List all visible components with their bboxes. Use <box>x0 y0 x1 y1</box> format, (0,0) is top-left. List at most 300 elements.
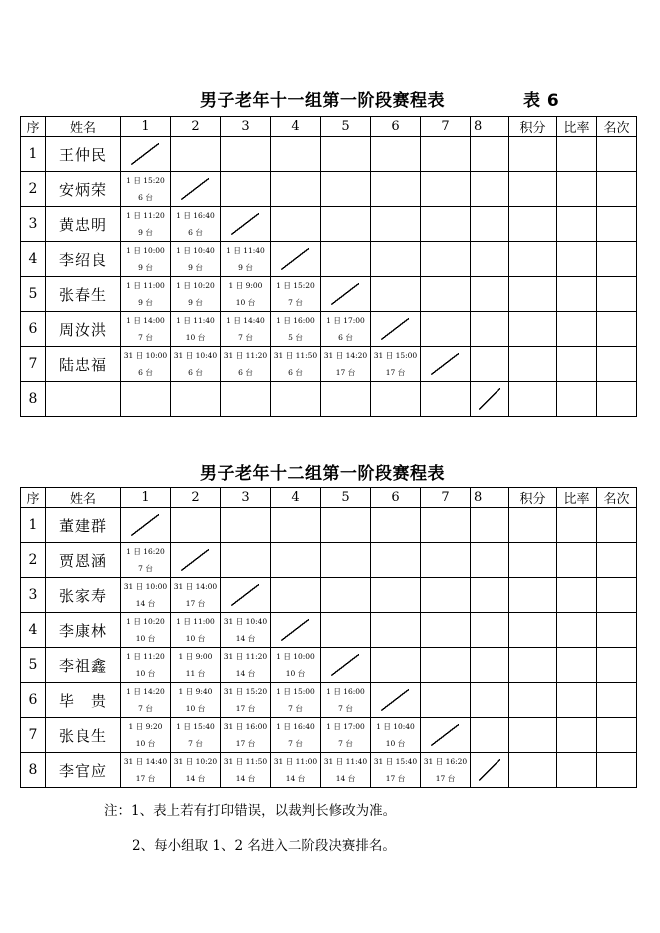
match-time: 1 日 14:40 <box>226 316 265 325</box>
ratio-cell <box>557 312 597 347</box>
seed-number: 4 <box>21 613 46 648</box>
rank-cell <box>597 613 637 648</box>
empty-cell <box>271 207 321 242</box>
rank-cell <box>597 312 637 347</box>
match-time: 1 日 9:20 <box>128 722 163 731</box>
seed-number: 6 <box>21 683 46 718</box>
table-row <box>21 347 637 382</box>
match-table: 10 台 <box>185 634 206 643</box>
header-cell: 8 <box>471 117 509 137</box>
table-row <box>21 277 637 312</box>
empty-cell <box>171 137 221 172</box>
player-name: 贾恩涵 <box>46 543 121 578</box>
match-table: 10 台 <box>135 739 156 748</box>
match-time: 1 日 11:20 <box>126 211 165 220</box>
player-name: 董建群 <box>46 508 121 543</box>
header-cell: 1 <box>121 117 171 137</box>
match-table: 9 台 <box>138 263 153 272</box>
table-row <box>21 753 637 788</box>
rank-cell <box>597 753 637 788</box>
match-table: 17 台 <box>235 704 256 713</box>
match-slot <box>321 753 371 788</box>
rank-cell <box>597 382 637 417</box>
score-cell <box>509 242 557 277</box>
match-time: 1 日 17:00 <box>326 722 365 731</box>
self-match-diagonal <box>171 543 221 578</box>
match-time: 1 日 10:40 <box>376 722 415 731</box>
match-time: 1 日 14:20 <box>126 687 165 696</box>
match-time: 31 日 14:00 <box>173 582 218 591</box>
match-time: 1 日 11:40 <box>176 316 215 325</box>
seed-number: 7 <box>21 718 46 753</box>
match-slot <box>121 753 171 788</box>
score-cell <box>509 277 557 312</box>
match-slot <box>171 578 221 613</box>
ratio-cell <box>557 207 597 242</box>
match-slot <box>321 683 371 718</box>
empty-cell <box>271 508 321 543</box>
self-match-diagonal <box>121 137 171 172</box>
table-row <box>21 172 637 207</box>
match-time: 31 日 11:20 <box>223 351 268 360</box>
empty-cell <box>471 312 509 347</box>
match-time: 1 日 14:00 <box>126 316 165 325</box>
self-match-diagonal <box>371 312 421 347</box>
match-table: 17 台 <box>435 774 456 783</box>
match-slot <box>121 578 171 613</box>
match-slot <box>121 312 171 347</box>
self-match-diagonal <box>471 382 509 417</box>
ratio-cell <box>557 578 597 613</box>
player-name: 安炳荣 <box>46 172 121 207</box>
empty-cell <box>271 382 321 417</box>
self-match-diagonal <box>271 242 321 277</box>
seed-number: 1 <box>21 508 46 543</box>
match-table: 17 台 <box>135 774 156 783</box>
note-advancement: 2、每小组取 1、2 名进入二阶段决赛排名。 <box>132 838 396 854</box>
table-row <box>21 242 637 277</box>
empty-cell <box>421 172 471 207</box>
empty-cell <box>321 543 371 578</box>
player-name: 李官应 <box>46 753 121 788</box>
match-time: 31 日 11:40 <box>323 757 368 766</box>
match-table: 6 台 <box>188 228 203 237</box>
player-name: 李康林 <box>46 613 121 648</box>
player-name <box>46 382 121 417</box>
match-time: 1 日 10:00 <box>126 246 165 255</box>
empty-cell <box>471 277 509 312</box>
seed-number: 8 <box>21 382 46 417</box>
match-time: 31 日 14:20 <box>323 351 368 360</box>
rank-cell <box>597 347 637 382</box>
match-slot <box>271 683 321 718</box>
match-table: 6 台 <box>138 368 153 377</box>
match-table: 17 台 <box>385 774 406 783</box>
match-time: 31 日 10:40 <box>223 617 268 626</box>
match-time: 1 日 10:20 <box>176 281 215 290</box>
empty-cell <box>471 347 509 382</box>
ratio-cell <box>557 718 597 753</box>
match-time: 31 日 16:00 <box>223 722 268 731</box>
empty-cell <box>421 508 471 543</box>
match-table: 9 台 <box>138 228 153 237</box>
empty-cell <box>471 718 509 753</box>
header-cell: 序 <box>21 488 46 508</box>
table-header-row <box>21 488 637 508</box>
match-slot <box>221 648 271 683</box>
header-cell: 积分 <box>509 117 557 137</box>
empty-cell <box>271 543 321 578</box>
score-cell <box>509 207 557 242</box>
match-table: 10 台 <box>135 669 156 678</box>
match-slot <box>221 753 271 788</box>
match-table: 7 台 <box>138 333 153 342</box>
table-row <box>21 207 637 242</box>
empty-cell <box>321 508 371 543</box>
empty-cell <box>321 578 371 613</box>
match-time: 1 日 15:20 <box>126 176 165 185</box>
match-time: 1 日 11:00 <box>126 281 165 290</box>
header-cell: 7 <box>421 488 471 508</box>
match-table: 9 台 <box>238 263 253 272</box>
header-cell: 姓名 <box>46 488 121 508</box>
empty-cell <box>371 613 421 648</box>
ratio-cell <box>557 347 597 382</box>
match-slot <box>121 683 171 718</box>
match-time: 31 日 11:00 <box>273 757 318 766</box>
ratio-cell <box>557 753 597 788</box>
player-name: 张家寿 <box>46 578 121 613</box>
empty-cell <box>421 578 471 613</box>
player-name: 陆忠福 <box>46 347 121 382</box>
table-header-row <box>21 117 637 137</box>
rank-cell <box>597 277 637 312</box>
empty-cell <box>371 277 421 312</box>
table2-title: 男子老年十二组第一阶段赛程表 <box>200 464 445 484</box>
header-cell: 比率 <box>557 117 597 137</box>
match-slot <box>371 347 421 382</box>
match-slot <box>221 277 271 312</box>
table-row <box>21 683 637 718</box>
score-cell <box>509 508 557 543</box>
match-slot <box>271 718 321 753</box>
match-time: 1 日 9:00 <box>178 652 213 661</box>
empty-cell <box>171 382 221 417</box>
match-time: 1 日 15:40 <box>176 722 215 731</box>
self-match-diagonal <box>321 277 371 312</box>
empty-cell <box>221 382 271 417</box>
match-table: 7 台 <box>288 704 303 713</box>
table-row <box>21 312 637 347</box>
empty-cell <box>471 137 509 172</box>
match-time: 1 日 15:20 <box>276 281 315 290</box>
ratio-cell <box>557 382 597 417</box>
header-cell: 姓名 <box>46 117 121 137</box>
empty-cell <box>121 382 171 417</box>
rank-cell <box>597 718 637 753</box>
seed-number: 5 <box>21 277 46 312</box>
empty-cell <box>421 137 471 172</box>
match-slot <box>221 718 271 753</box>
score-cell <box>509 613 557 648</box>
match-table: 7 台 <box>138 704 153 713</box>
self-match-diagonal <box>421 347 471 382</box>
match-slot <box>171 683 221 718</box>
header-cell: 2 <box>171 488 221 508</box>
seed-number: 5 <box>21 648 46 683</box>
match-slot <box>321 347 371 382</box>
match-slot <box>121 277 171 312</box>
match-table: 10 台 <box>185 333 206 342</box>
header-cell: 名次 <box>597 488 637 508</box>
empty-cell <box>471 172 509 207</box>
rank-cell <box>597 137 637 172</box>
header-cell: 比率 <box>557 488 597 508</box>
table-row <box>21 613 637 648</box>
empty-cell <box>271 578 321 613</box>
empty-cell <box>371 137 421 172</box>
empty-cell <box>221 543 271 578</box>
self-match-diagonal <box>221 207 271 242</box>
header-cell: 积分 <box>509 488 557 508</box>
match-slot <box>121 648 171 683</box>
empty-cell <box>471 613 509 648</box>
table-row <box>21 718 637 753</box>
match-time: 31 日 15:00 <box>373 351 418 360</box>
empty-cell <box>471 242 509 277</box>
player-name: 王仲民 <box>46 137 121 172</box>
match-table: 10 台 <box>285 669 306 678</box>
ratio-cell <box>557 508 597 543</box>
header-cell: 2 <box>171 117 221 137</box>
player-name: 周汝洪 <box>46 312 121 347</box>
match-table: 9 台 <box>188 263 203 272</box>
empty-cell <box>171 508 221 543</box>
match-table: 10 台 <box>135 634 156 643</box>
self-match-diagonal <box>421 718 471 753</box>
note-print-errors: 注：1、表上若有打印错误，以裁判长修改为准。 <box>104 803 397 819</box>
score-cell <box>509 347 557 382</box>
empty-cell <box>471 578 509 613</box>
schedule-table-group-11 <box>20 116 637 417</box>
empty-cell <box>371 172 421 207</box>
player-name: 李绍良 <box>46 242 121 277</box>
match-slot <box>121 718 171 753</box>
match-table: 10 台 <box>235 298 256 307</box>
match-time: 1 日 16:00 <box>276 316 315 325</box>
match-table: 7 台 <box>138 564 153 573</box>
match-slot <box>271 648 321 683</box>
match-slot <box>171 277 221 312</box>
score-cell <box>509 312 557 347</box>
seed-number: 7 <box>21 347 46 382</box>
empty-cell <box>321 242 371 277</box>
match-table: 14 台 <box>235 774 256 783</box>
match-table: 14 台 <box>135 599 156 608</box>
header-cell: 6 <box>371 488 421 508</box>
self-match-diagonal <box>271 613 321 648</box>
match-slot <box>271 277 321 312</box>
match-table: 7 台 <box>188 739 203 748</box>
match-slot <box>271 347 321 382</box>
match-table: 9 台 <box>138 298 153 307</box>
score-cell <box>509 543 557 578</box>
rank-cell <box>597 242 637 277</box>
match-table: 11 台 <box>185 669 206 678</box>
match-slot <box>221 347 271 382</box>
match-time: 1 日 9:40 <box>178 687 213 696</box>
match-time: 1 日 11:40 <box>226 246 265 255</box>
match-table: 6 台 <box>238 368 253 377</box>
match-slot <box>321 718 371 753</box>
score-cell <box>509 718 557 753</box>
empty-cell <box>371 242 421 277</box>
rank-cell <box>597 543 637 578</box>
match-time: 1 日 10:40 <box>176 246 215 255</box>
header-cell: 5 <box>321 488 371 508</box>
match-slot <box>371 753 421 788</box>
match-slot <box>421 753 471 788</box>
score-cell <box>509 683 557 718</box>
ratio-cell <box>557 613 597 648</box>
player-name: 张良生 <box>46 718 121 753</box>
match-table: 6 台 <box>288 368 303 377</box>
empty-cell <box>421 683 471 718</box>
table-row <box>21 578 637 613</box>
match-slot <box>221 683 271 718</box>
empty-cell <box>421 613 471 648</box>
empty-cell <box>271 172 321 207</box>
seed-number: 6 <box>21 312 46 347</box>
empty-cell <box>471 207 509 242</box>
seed-number: 3 <box>21 207 46 242</box>
match-time: 31 日 11:20 <box>223 652 268 661</box>
rank-cell <box>597 207 637 242</box>
match-time: 31 日 11:50 <box>223 757 268 766</box>
score-cell <box>509 578 557 613</box>
empty-cell <box>421 242 471 277</box>
empty-cell <box>321 207 371 242</box>
match-slot <box>171 753 221 788</box>
self-match-diagonal <box>221 578 271 613</box>
match-time: 1 日 15:00 <box>276 687 315 696</box>
self-match-diagonal <box>171 172 221 207</box>
seed-number: 2 <box>21 172 46 207</box>
schedule-table-group-12 <box>20 487 637 788</box>
match-slot <box>321 312 371 347</box>
empty-cell <box>471 648 509 683</box>
match-table: 17 台 <box>235 739 256 748</box>
empty-cell <box>321 613 371 648</box>
match-slot <box>121 543 171 578</box>
match-slot <box>121 172 171 207</box>
match-time: 31 日 10:00 <box>123 582 168 591</box>
match-table: 7 台 <box>238 333 253 342</box>
match-table: 14 台 <box>285 774 306 783</box>
self-match-diagonal <box>121 508 171 543</box>
match-table: 6 台 <box>138 193 153 202</box>
seed-number: 3 <box>21 578 46 613</box>
score-cell <box>509 172 557 207</box>
seed-number: 1 <box>21 137 46 172</box>
header-cell: 6 <box>371 117 421 137</box>
match-time: 1 日 16:00 <box>326 687 365 696</box>
match-slot <box>121 242 171 277</box>
match-table: 5 台 <box>288 333 303 342</box>
match-slot <box>171 242 221 277</box>
empty-cell <box>421 277 471 312</box>
match-table: 7 台 <box>338 739 353 748</box>
rank-cell <box>597 578 637 613</box>
match-time: 1 日 9:00 <box>228 281 263 290</box>
ratio-cell <box>557 543 597 578</box>
match-slot <box>271 753 321 788</box>
header-cell: 4 <box>271 488 321 508</box>
match-time: 31 日 10:00 <box>123 351 168 360</box>
ratio-cell <box>557 277 597 312</box>
empty-cell <box>221 508 271 543</box>
seed-number: 8 <box>21 753 46 788</box>
header-cell: 序 <box>21 117 46 137</box>
match-slot <box>171 648 221 683</box>
match-table: 6 台 <box>188 368 203 377</box>
seed-number: 2 <box>21 543 46 578</box>
match-slot <box>221 312 271 347</box>
match-slot <box>171 207 221 242</box>
ratio-cell <box>557 137 597 172</box>
header-cell: 4 <box>271 117 321 137</box>
match-time: 31 日 10:40 <box>173 351 218 360</box>
player-name: 毕 贵 <box>46 683 121 718</box>
table-row <box>21 137 637 172</box>
empty-cell <box>471 543 509 578</box>
match-time: 31 日 15:20 <box>223 687 268 696</box>
match-time: 31 日 10:20 <box>173 757 218 766</box>
player-name: 黄忠明 <box>46 207 121 242</box>
match-table: 7 台 <box>338 704 353 713</box>
self-match-diagonal <box>371 683 421 718</box>
match-table: 14 台 <box>335 774 356 783</box>
header-cell: 名次 <box>597 117 637 137</box>
match-slot <box>121 347 171 382</box>
header-cell: 5 <box>321 117 371 137</box>
empty-cell <box>371 207 421 242</box>
match-table: 6 台 <box>338 333 353 342</box>
score-cell <box>509 382 557 417</box>
empty-cell <box>421 648 471 683</box>
match-time: 1 日 16:20 <box>126 547 165 556</box>
match-slot <box>171 312 221 347</box>
match-slot <box>121 613 171 648</box>
rank-cell <box>597 683 637 718</box>
rank-cell <box>597 508 637 543</box>
table-row <box>21 508 637 543</box>
header-cell: 3 <box>221 117 271 137</box>
match-time: 31 日 14:40 <box>123 757 168 766</box>
empty-cell <box>421 543 471 578</box>
empty-cell <box>371 578 421 613</box>
match-time: 31 日 16:20 <box>423 757 468 766</box>
score-cell <box>509 648 557 683</box>
table1-title: 男子老年十一组第一阶段赛程表 <box>200 91 445 111</box>
match-time: 1 日 17:00 <box>326 316 365 325</box>
table-row <box>21 543 637 578</box>
empty-cell <box>321 137 371 172</box>
match-time: 1 日 10:00 <box>276 652 315 661</box>
match-table: 10 台 <box>185 704 206 713</box>
match-slot <box>171 347 221 382</box>
self-match-diagonal <box>471 753 509 788</box>
